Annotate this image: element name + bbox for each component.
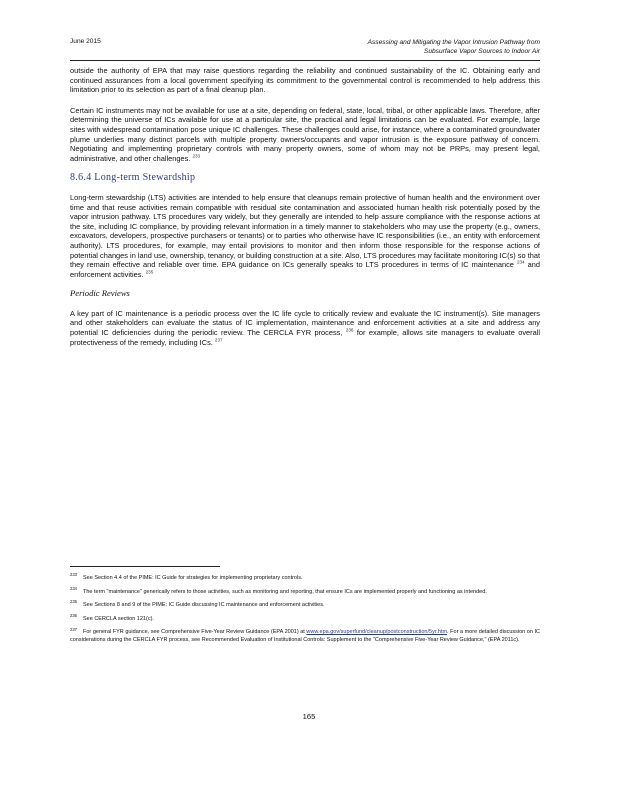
footnote-text: See Section 4.4 of the PIME: IC Guide for strategies for implementing proprietary controls.	[83, 575, 303, 581]
footnote-ref-237[interactable]: 237	[214, 337, 223, 343]
fyr-guidance-link[interactable]: www.epa.gov/superfund/cleanup/postconstruction/5yr.htm	[306, 629, 448, 636]
footnote-ref-235[interactable]: 235	[145, 269, 154, 275]
footnote-text: The term "maintenance" generically refers to those activities, such as monitoring and reporting, that ensure ICs are implemented properly and functioning as intended.	[83, 588, 487, 595]
paragraph-3	[70, 193, 540, 279]
paragraph-4-text-end: for example, allows site managers to evaluate overall protectiveness of the remedy, including ICs.	[70, 328, 540, 347]
section-heading: 8.6.4 Long-term Stewardship	[70, 172, 196, 184]
footnote-number: 234	[70, 585, 77, 591]
page-number: 165	[302, 712, 316, 721]
paragraph-2-text: Certain IC instruments may not be available for use at a site, depending on federal, state, local, tribal, or other applicable laws. Therefore, after determining the universe of ICs available for use at a particular site, the practical and legal limitations can be evaluated. For example, large sites with widespread contamination pose unique IC challenges. These challenges could arise, for instance, where a contaminated groundwater plume underlies many distinct parcels with multiple property owners/occupants and vapor intrusion is the exposure pathway of concern. Negotiating and implementing proprietary controls with many property owners, some of whom may not be PRPs, may present legal, administrative, and other challenges.	[70, 105, 540, 163]
footnote-rule	[70, 566, 220, 567]
footnote-ref-234[interactable]: 234	[516, 259, 525, 265]
paragraph-4	[70, 309, 540, 347]
footnote-number: 237	[70, 626, 77, 632]
body-text	[70, 66, 540, 347]
footnote-number: 235	[70, 599, 77, 605]
header-title-line2: Subsurface Vapor Sources to Indoor Air	[423, 48, 540, 55]
footnotes	[70, 572, 540, 651]
footnote-text: For general FYR guidance, see Comprehensive Five-Year Review Guidance (EPA 2001) at	[83, 629, 305, 636]
paragraph-3-text: Long-term stewardship (LTS) activities are intended to help ensure that cleanups remain protective of human health and the environment over time and that reuse activities remain compatible with residual site contamination and associated human health risk potentially posed by the vapor intrusion pathway. LTS procedures vary widely, but they generally are intended to help assure compliance with the response actions at the site, including IC compliance, by providing relevant information in a timely manner to stakeholders who may use the property (e.g., owners, excavators, developers, prospective purchasers or tenants) or to parties who otherwise have IC responsibilities (i.e., an entity with enforcement authority). LTS procedures, for example, may entail provisions to monitor and then inform those responsible for the response actions of potential changes in land use, ownership, tenancy, or building construction at a site. Also, LTS procedures may facilitate monitoring IC(s) so that they remain effective and reliable over time. EPA guidance on ICs generally speaks to LTS procedures in terms of IC maintenance	[70, 192, 540, 270]
footnote-ref-233[interactable]: 233	[192, 153, 201, 159]
footnote-233	[70, 572, 540, 583]
footnote-235	[70, 599, 540, 610]
header-rule	[70, 60, 540, 61]
footnote-ref-236[interactable]: 236	[345, 327, 354, 333]
paragraph-3-text-end: and enforcement activities.	[70, 260, 540, 279]
paragraph-2	[70, 106, 540, 164]
footnote-236	[70, 612, 540, 624]
paragraph-4-text: A key part of IC maintenance is a periodic process over the IC life cycle to critically review and evaluate the IC instrument(s). Site managers and other stakeholders can evaluate the status of IC implementation, maintenance and enforcement activities at a site and address any potential IC deficiencies during the periodic review. The CERCLA FYR process,	[70, 308, 540, 338]
footnote-number: 236	[70, 612, 77, 618]
paragraph-1: outside the authority of EPA that may raise questions regarding the reliability and continued sustainability of the IC. Obtaining early and continued assurances from a local government specifying its commitment to the governmental control is recommended to help address this limitation prior to its selection as part of a final cleanup plan.	[70, 66, 540, 95]
subheading-periodic-reviews: Periodic Reviews	[70, 288, 130, 299]
footnote-237	[70, 626, 540, 644]
footnote-text: See Sections 8 and 9 of the PIME: IC Guide discussing IC maintenance and enforcement activities.	[83, 602, 325, 609]
footnote-text-end: . For a more detailed discussion on IC considerations during the CERCLA FYR process, see Recommended Evaluation of Institutional Controls: Supplement to the "Comprehensive Five-Year Review Guidance," (EPA 2011c).	[70, 629, 540, 643]
footnote-text: See CERCLA section 121(c).	[83, 615, 154, 622]
footnote-number: 233	[70, 572, 77, 578]
header-date: June 2015	[70, 38, 101, 45]
footnote-234	[70, 585, 540, 597]
header-title-line1: Assessing and Mitigating the Vapor Intrusion Pathway from	[367, 39, 540, 46]
header-title	[368, 38, 540, 56]
